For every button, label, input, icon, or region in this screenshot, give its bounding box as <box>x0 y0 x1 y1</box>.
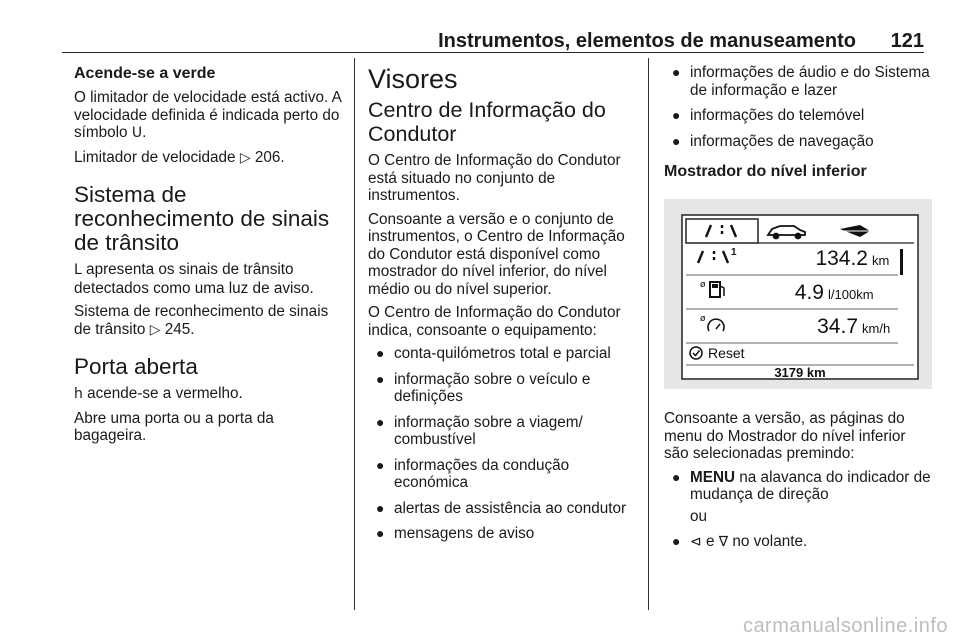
watermark: carmanualsonline.info <box>742 615 948 637</box>
tsr-ref-text: Sistema de reconhecimento de sinais de trânsito <box>74 303 329 338</box>
page-ref-arrow-icon: ▷ <box>149 321 161 338</box>
bullet-icon: ● <box>672 132 681 149</box>
average-speed-value: 34.7 <box>817 315 858 338</box>
trip-distance-unit: km <box>872 253 890 268</box>
traffic-sign-icon: L <box>74 262 82 278</box>
menu-text: na alavanca do indicador de mudança de direção <box>690 468 931 503</box>
limiter-ref-page: 206. <box>254 148 285 166</box>
tsr-text: apresenta os sinais de trânsito detectados como uma luz de aviso. <box>74 261 314 297</box>
bullet-icon: ● <box>376 499 385 516</box>
green-paragraph <box>74 89 346 143</box>
reset-label: Reset <box>708 345 745 361</box>
speed-limiter-icon: U <box>131 125 143 141</box>
svg-text:ø: ø <box>700 280 706 290</box>
limiter-reference <box>74 149 346 168</box>
dic-list <box>368 345 636 543</box>
lower-display-paragraph: Consoante a versão, as páginas do menu do Mostrador do nível inferior são selecionadas premindo: <box>664 410 906 462</box>
list-item: ● informações de navegação <box>672 132 874 150</box>
scrollbar-thumb <box>900 249 903 275</box>
dic-list-continued <box>664 64 932 150</box>
average-speed-unit: km/h <box>862 321 891 336</box>
tsr-reference <box>74 303 346 339</box>
bullet-icon: ● <box>376 525 385 541</box>
odometer-value: 3179 km <box>774 365 826 380</box>
door-text: acende-se a vermelho. <box>82 385 243 402</box>
bullet-icon: ● <box>376 370 385 387</box>
bullet-icon: ● <box>376 413 385 430</box>
list-item: ● mensagens de aviso <box>376 525 535 542</box>
column-2 <box>368 64 636 551</box>
dic-subtitle: Centro de Informação do Condutor <box>368 98 606 146</box>
header-rule <box>62 52 924 53</box>
page-number: 121 <box>890 30 924 52</box>
column-3 <box>664 64 932 560</box>
selection-list-2 <box>664 533 932 552</box>
green-period: . <box>142 124 147 141</box>
trip-number: 1 <box>731 247 737 258</box>
nabla-icon: ∇ <box>718 534 729 550</box>
dic-paragraph-1: O Centro de Informação do Condutor está situado no conjunto de instrumentos. <box>368 152 621 204</box>
column-divider <box>354 58 355 610</box>
door-open-icon: h <box>74 386 83 402</box>
page-header <box>62 30 924 52</box>
bullet-icon: ● <box>672 468 681 485</box>
list-item: ● informação sobre o veículo e definições <box>376 370 591 405</box>
door-heading: Porta aberta <box>74 354 198 379</box>
lower-level-display-illustration <box>664 199 932 389</box>
bullet-icon: ● <box>672 533 681 549</box>
page-ref-arrow-icon: ▷ <box>239 149 251 166</box>
list-item: ● conta-quilómetros total e parcial <box>376 345 611 362</box>
door-paragraph <box>74 385 346 404</box>
list-item: ● informação sobre a viagem/ combustível <box>376 413 583 448</box>
green-heading: Acende-se a verde <box>74 65 216 82</box>
list-item <box>664 469 932 504</box>
list-item: ● alertas de assistência ao condutor <box>376 499 627 517</box>
trip-distance-value: 134.2 <box>815 247 868 270</box>
bullet-icon: ● <box>672 64 681 80</box>
list-item: ● informações da condução económica <box>376 456 570 491</box>
wheel-text: no volante. <box>728 533 808 550</box>
fuel-consumption-value: 4.9 <box>794 281 824 304</box>
dic-paragraph-3: O Centro de Informação do Condutor indica, consoante o equipamento: <box>368 304 621 339</box>
wheel-and: e <box>701 533 719 550</box>
bullet-icon: ● <box>672 107 681 123</box>
bullet-icon: ● <box>376 456 385 473</box>
or-text: ou <box>690 507 708 525</box>
list-item <box>664 533 932 552</box>
list-item: ● informações do telemóvel <box>672 107 865 124</box>
list-item: ● informações de áudio e do Sistema de informação e lazer <box>672 64 930 99</box>
header-title: Instrumentos, elementos de manuseamento <box>438 30 856 52</box>
fuel-consumption-unit: l/100km <box>828 287 874 302</box>
bullet-icon: ● <box>376 345 385 361</box>
limiter-ref-text: Limitador de velocidade <box>74 148 236 166</box>
tsr-heading: Sistema de reconhecimento de sinais de trânsito <box>74 182 330 255</box>
column-1 <box>74 64 346 451</box>
column-divider <box>648 58 649 610</box>
tsr-ref-page: 245. <box>164 320 195 338</box>
svg-text:ø: ø <box>700 314 706 324</box>
menu-key: MENU <box>690 468 736 486</box>
green-text: O limitador de velocidade está activo. A velocidade definida é indicada perto do símbolo <box>74 89 341 141</box>
tsr-paragraph <box>74 261 346 297</box>
section-title: Visores <box>368 64 458 94</box>
triangle-left-icon: ⊲ <box>690 534 702 550</box>
selection-list <box>664 469 932 504</box>
lower-display-heading: Mostrador do nível inferior <box>664 163 867 180</box>
door-paragraph-2: Abre uma porta ou a porta da bagageira. <box>74 409 274 444</box>
dic-paragraph-2: Consoante a versão e o conjunto de instrumentos, o Centro de Informação do Condutor está disponível como mostrador do nível inferior, do nível médio ou do nível superior. <box>368 210 625 298</box>
